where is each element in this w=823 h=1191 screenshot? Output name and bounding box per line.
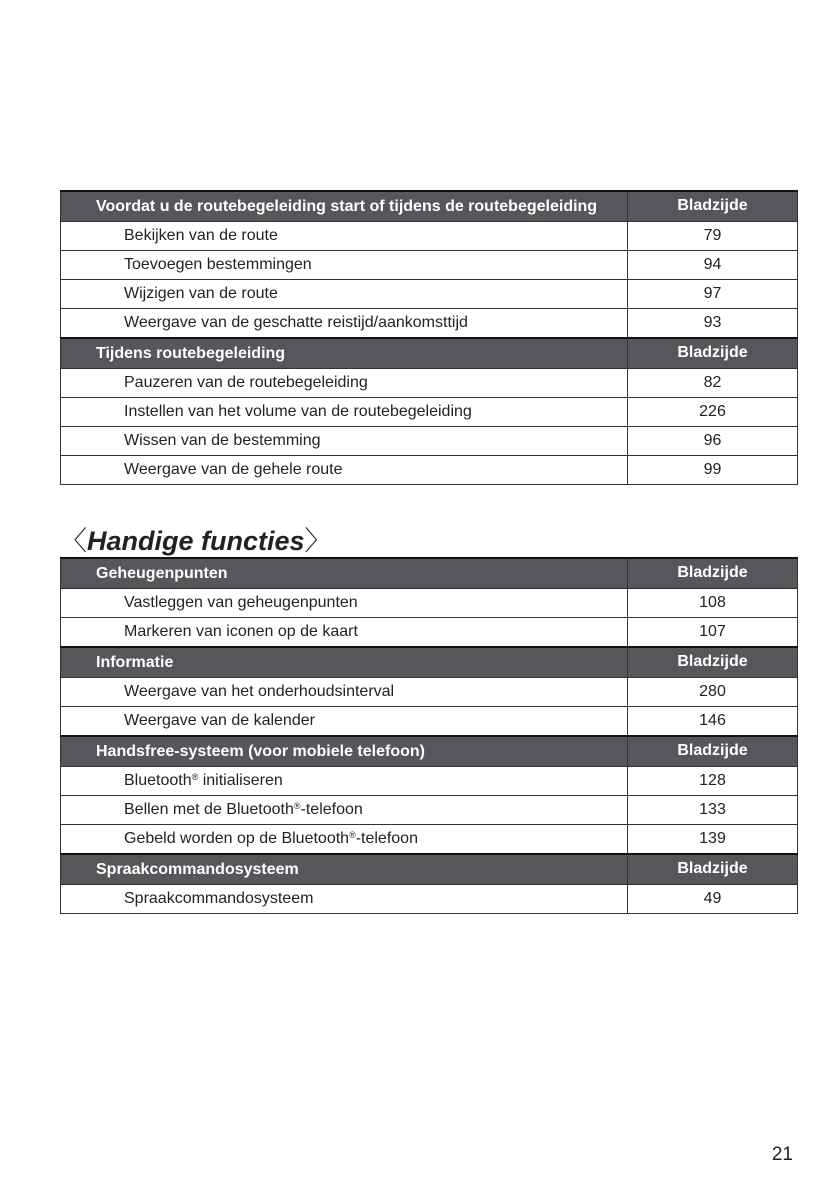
item-label: Wijzigen van de route <box>61 280 628 309</box>
item-label: Weergave van de geschatte reistijd/aankomsttijd <box>61 309 628 339</box>
section-header-row <box>61 558 798 589</box>
table-row <box>61 796 798 825</box>
page-column-header: Bladzijde <box>628 647 798 678</box>
item-label: Weergave van het onderhoudsinterval <box>61 678 628 707</box>
table-row <box>61 456 798 485</box>
item-page: 94 <box>628 251 798 280</box>
section-header: Geheugenpunten <box>61 558 628 589</box>
route-guidance-table <box>60 190 798 485</box>
item-label: Vastleggen van geheugenpunten <box>61 589 628 618</box>
item-label: Markeren van iconen op de kaart <box>61 618 628 648</box>
item-label: Pauzeren van de routebegeleiding <box>61 369 628 398</box>
section-header-row <box>61 647 798 678</box>
page-column-header: Bladzijde <box>628 191 798 222</box>
section-header: Tijdens routebegeleiding <box>61 338 628 369</box>
section-header: Informatie <box>61 647 628 678</box>
page-column-header: Bladzijde <box>628 558 798 589</box>
item-label: Bluetooth® initialiseren <box>61 767 628 796</box>
item-label: Bekijken van de route <box>61 222 628 251</box>
item-page: 128 <box>628 767 798 796</box>
table-row <box>61 589 798 618</box>
item-label: Instellen van het volume van de routebegeleiding <box>61 398 628 427</box>
item-page: 108 <box>628 589 798 618</box>
item-label: Weergave van de gehele route <box>61 456 628 485</box>
section-title <box>60 519 332 558</box>
table-row <box>61 222 798 251</box>
item-page: 79 <box>628 222 798 251</box>
table-row <box>61 885 798 914</box>
page-number: 21 <box>771 1144 793 1165</box>
section-header: Spraakcommandosysteem <box>61 854 628 885</box>
page-column-header: Bladzijde <box>628 338 798 369</box>
section-header-row <box>61 191 798 222</box>
table-row <box>61 618 798 648</box>
handy-functions-table <box>60 557 798 914</box>
section-header-row <box>61 854 798 885</box>
item-page: 133 <box>628 796 798 825</box>
table-row <box>61 398 798 427</box>
item-label: Gebeld worden op de Bluetooth®-telefoon <box>61 825 628 855</box>
item-page: 107 <box>628 618 798 648</box>
item-label: Bellen met de Bluetooth®-telefoon <box>61 796 628 825</box>
item-page: 97 <box>628 280 798 309</box>
table-row <box>61 707 798 737</box>
item-page: 99 <box>628 456 798 485</box>
table-row <box>61 767 798 796</box>
table-row <box>61 825 798 855</box>
section-header: Handsfree-systeem (voor mobiele telefoon) <box>61 736 628 767</box>
item-page: 82 <box>628 369 798 398</box>
item-page: 280 <box>628 678 798 707</box>
section-header-row <box>61 338 798 369</box>
page-column-header: Bladzijde <box>628 854 798 885</box>
section-header-row <box>61 736 798 767</box>
item-page: 49 <box>628 885 798 914</box>
table-row <box>61 369 798 398</box>
item-page: 226 <box>628 398 798 427</box>
table-row <box>61 280 798 309</box>
item-page: 96 <box>628 427 798 456</box>
bracket-open: 〈 <box>60 526 87 556</box>
table-row <box>61 427 798 456</box>
bracket-close: 〉 <box>304 526 332 556</box>
item-label: Spraakcommandosysteem <box>61 885 628 914</box>
item-label: Toevoegen bestemmingen <box>61 251 628 280</box>
section-header: Voordat u de routebegeleiding start of tijdens de routebegeleiding <box>61 191 628 222</box>
section-title-text: Handige functies <box>87 526 305 556</box>
item-label: Wissen van de bestemming <box>61 427 628 456</box>
table-row <box>61 309 798 339</box>
item-label: Weergave van de kalender <box>61 707 628 737</box>
table-row <box>61 678 798 707</box>
item-page: 93 <box>628 309 798 339</box>
page-column-header: Bladzijde <box>628 736 798 767</box>
item-page: 146 <box>628 707 798 737</box>
item-page: 139 <box>628 825 798 855</box>
table-row <box>61 251 798 280</box>
